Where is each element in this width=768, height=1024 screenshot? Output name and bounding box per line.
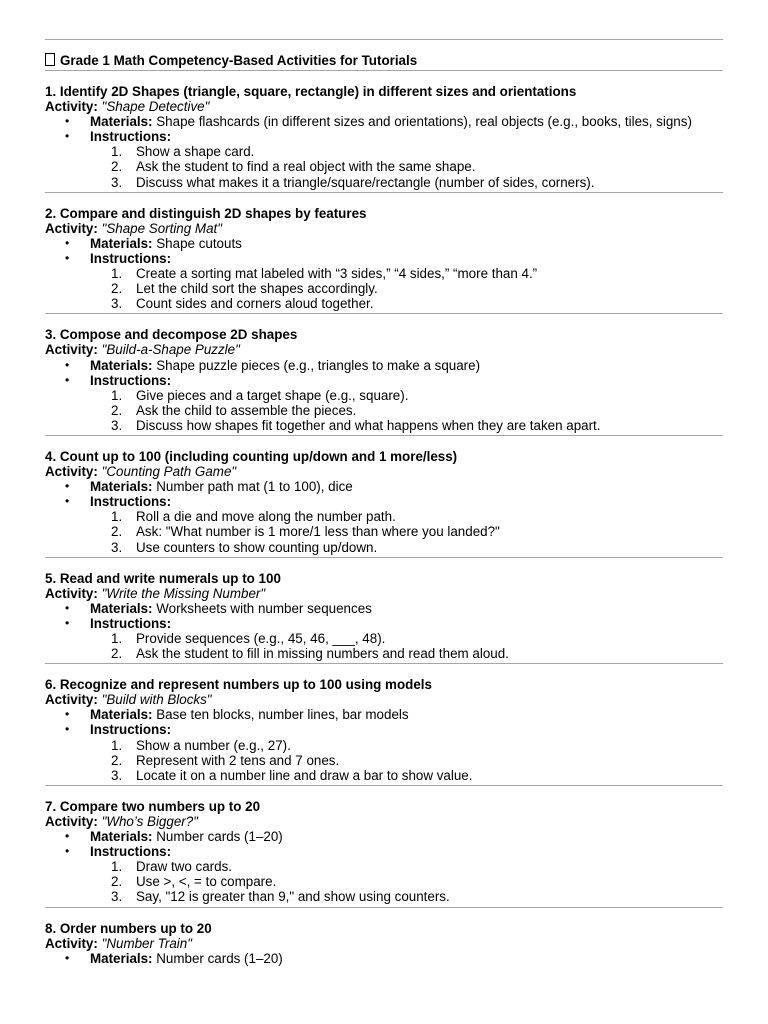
materials-text: Shape cutouts bbox=[156, 235, 242, 251]
document-page bbox=[45, 0, 723, 966]
instructions-label: Instructions: bbox=[90, 722, 172, 738]
step-number: 3. bbox=[111, 889, 123, 905]
step-text: Give pieces and a target shape (e.g., square). bbox=[136, 387, 409, 403]
step-number: 1. bbox=[111, 144, 123, 160]
materials-text: Shape flashcards (in different sizes and orientations), real objects (e.g., books, tiles, signs) bbox=[156, 114, 692, 130]
instruction-step bbox=[45, 403, 723, 418]
step-number: 3. bbox=[111, 767, 123, 783]
activity-section bbox=[45, 71, 723, 190]
step-text: Say, "12 is greater than 9," and show using counters. bbox=[136, 889, 450, 905]
instructions-label: Instructions: bbox=[90, 129, 172, 145]
step-text: Discuss how shapes fit together and what happens when they are taken apart. bbox=[136, 417, 601, 433]
materials-label: Materials: bbox=[90, 950, 153, 966]
step-number: 1. bbox=[111, 387, 123, 403]
materials-label: Materials: bbox=[90, 479, 153, 495]
instruction-steps bbox=[45, 266, 723, 311]
instructions-label: Instructions: bbox=[90, 844, 172, 860]
materials-item bbox=[45, 114, 723, 129]
activity-name: "Number Train" bbox=[101, 935, 192, 951]
instructions-label: Instructions: bbox=[90, 494, 172, 510]
activity-section bbox=[45, 558, 723, 662]
step-number: 3. bbox=[111, 539, 123, 555]
step-number: 3. bbox=[111, 174, 123, 190]
activity-section bbox=[45, 314, 723, 433]
section-heading: 2. Compare and distinguish 2D shapes by features bbox=[45, 205, 367, 221]
sections-container bbox=[45, 71, 723, 966]
instruction-step bbox=[45, 388, 723, 403]
materials-text: Shape puzzle pieces (e.g., triangles to make a square) bbox=[156, 357, 481, 373]
activity-label: Activity: bbox=[45, 692, 98, 708]
step-text: Ask: "What number is 1 more/1 less than where you landed?" bbox=[136, 524, 500, 540]
materials-text: Number path mat (1 to 100), dice bbox=[156, 479, 353, 495]
step-number: 1. bbox=[111, 509, 123, 525]
activity-section bbox=[45, 436, 723, 555]
instruction-step bbox=[45, 540, 723, 555]
activity-name: "Write the Missing Number" bbox=[101, 585, 266, 601]
instruction-steps bbox=[45, 509, 723, 554]
activity-name: "Build with Blocks" bbox=[101, 692, 212, 708]
instruction-step bbox=[45, 266, 723, 281]
materials-item bbox=[45, 951, 723, 966]
bullet-list bbox=[45, 236, 723, 266]
step-text: Represent with 2 tens and 7 ones. bbox=[136, 752, 340, 768]
instruction-steps bbox=[45, 388, 723, 433]
activity-label: Activity: bbox=[45, 935, 98, 951]
instruction-steps bbox=[45, 859, 723, 904]
activity-section bbox=[45, 664, 723, 783]
materials-label: Materials: bbox=[90, 235, 153, 251]
instructions-item bbox=[45, 722, 723, 737]
step-text: Show a shape card. bbox=[136, 144, 255, 160]
activity-name: "Shape Detective" bbox=[101, 99, 210, 115]
materials-text: Number cards (1–20) bbox=[156, 829, 283, 845]
instruction-step bbox=[45, 631, 723, 646]
activity-label: Activity: bbox=[45, 464, 98, 480]
step-text: Ask the child to assemble the pieces. bbox=[136, 402, 357, 418]
section-heading: 3. Compose and decompose 2D shapes bbox=[45, 327, 298, 343]
instruction-step bbox=[45, 418, 723, 433]
instructions-label: Instructions: bbox=[90, 372, 172, 388]
step-number: 2. bbox=[111, 874, 123, 890]
activity-section bbox=[45, 193, 723, 312]
step-number: 2. bbox=[111, 524, 123, 540]
instruction-steps bbox=[45, 631, 723, 661]
step-number: 1. bbox=[111, 859, 123, 875]
step-text: Show a number (e.g., 27). bbox=[136, 737, 291, 753]
section-heading: 4. Count up to 100 (including counting up/down and 1 more/less) bbox=[45, 448, 458, 464]
materials-label: Materials: bbox=[90, 114, 153, 130]
materials-text: Worksheets with number sequences bbox=[156, 600, 372, 616]
activity-label: Activity: bbox=[45, 220, 98, 236]
step-text: Use counters to show counting up/down. bbox=[136, 539, 378, 555]
materials-label: Materials: bbox=[90, 357, 153, 373]
materials-item bbox=[45, 236, 723, 251]
section-heading: 5. Read and write numerals up to 100 bbox=[45, 570, 281, 586]
activity-label: Activity: bbox=[45, 813, 98, 829]
activity-line bbox=[45, 99, 723, 114]
bullet-list bbox=[45, 951, 723, 966]
placeholder-glyph-icon bbox=[45, 53, 55, 66]
document-title-text: Grade 1 Math Competency-Based Activities for Tutorials bbox=[60, 53, 418, 68]
instructions-item bbox=[45, 494, 723, 509]
instructions-item bbox=[45, 129, 723, 144]
step-text: Provide sequences (e.g., 45, 46, ___, 48). bbox=[136, 631, 386, 646]
instructions-item bbox=[45, 616, 723, 631]
step-number: 1. bbox=[111, 631, 123, 646]
activity-line bbox=[45, 586, 723, 601]
activity-line bbox=[45, 692, 723, 707]
instruction-step bbox=[45, 738, 723, 753]
bullet-list bbox=[45, 707, 723, 737]
activity-line bbox=[45, 936, 723, 951]
activity-name: "Build-a-Shape Puzzle" bbox=[101, 342, 240, 358]
step-number: 2. bbox=[111, 159, 123, 175]
instructions-item bbox=[45, 251, 723, 266]
activity-line bbox=[45, 814, 723, 829]
step-number: 1. bbox=[111, 737, 123, 753]
instruction-step bbox=[45, 509, 723, 524]
step-text: Discuss what makes it a triangle/square/rectangle (number of sides, corners). bbox=[136, 174, 595, 190]
section-heading: 8. Order numbers up to 20 bbox=[45, 920, 212, 936]
instruction-step bbox=[45, 753, 723, 768]
step-text: Roll a die and move along the number path. bbox=[136, 509, 396, 525]
instructions-label: Instructions: bbox=[90, 615, 172, 631]
instruction-steps bbox=[45, 738, 723, 783]
materials-text: Base ten blocks, number lines, bar models bbox=[156, 707, 409, 723]
activity-label: Activity: bbox=[45, 342, 98, 358]
bullet-list bbox=[45, 479, 723, 509]
instruction-step bbox=[45, 768, 723, 783]
step-text: Locate it on a number line and draw a bar to show value. bbox=[136, 767, 473, 783]
materials-label: Materials: bbox=[90, 600, 153, 616]
step-number: 2. bbox=[111, 281, 123, 297]
materials-label: Materials: bbox=[90, 707, 153, 723]
materials-text: Number cards (1–20) bbox=[156, 950, 283, 966]
step-number: 2. bbox=[111, 646, 123, 662]
instruction-step bbox=[45, 296, 723, 311]
step-number: 2. bbox=[111, 752, 123, 768]
instruction-step bbox=[45, 159, 723, 174]
instructions-item bbox=[45, 844, 723, 859]
step-number: 3. bbox=[111, 296, 123, 312]
step-text: Draw two cards. bbox=[136, 859, 232, 875]
bullet-list bbox=[45, 601, 723, 631]
materials-item bbox=[45, 707, 723, 722]
activity-line bbox=[45, 221, 723, 236]
materials-item bbox=[45, 479, 723, 494]
activity-label: Activity: bbox=[45, 585, 98, 601]
activity-name: "Who’s Bigger?" bbox=[101, 813, 198, 829]
step-text: Ask the student to find a real object with the same shape. bbox=[136, 159, 476, 175]
instruction-step bbox=[45, 524, 723, 539]
step-text: Create a sorting mat labeled with “3 sides,” “4 sides,” “more than 4.” bbox=[136, 266, 538, 282]
step-number: 3. bbox=[111, 417, 123, 433]
section-heading: 6. Recognize and represent numbers up to 100 using models bbox=[45, 677, 432, 693]
activity-section bbox=[45, 786, 723, 905]
bullet-list bbox=[45, 829, 723, 859]
activity-section bbox=[45, 908, 723, 966]
section-heading: 7. Compare two numbers up to 20 bbox=[45, 798, 261, 814]
step-text: Ask the student to fill in missing numbers and read them aloud. bbox=[136, 646, 509, 662]
activity-name: "Shape Sorting Mat" bbox=[101, 220, 222, 236]
instruction-step bbox=[45, 281, 723, 296]
materials-label: Materials: bbox=[90, 829, 153, 845]
activity-label: Activity: bbox=[45, 99, 98, 115]
instruction-step bbox=[45, 646, 723, 661]
instruction-step bbox=[45, 874, 723, 889]
instructions-item bbox=[45, 373, 723, 388]
instructions-label: Instructions: bbox=[90, 250, 172, 266]
materials-item bbox=[45, 829, 723, 844]
document-title bbox=[45, 40, 723, 70]
step-text: Use >, <, = to compare. bbox=[136, 874, 277, 890]
activity-line bbox=[45, 464, 723, 479]
instruction-step bbox=[45, 144, 723, 159]
section-heading: 1. Identify 2D Shapes (triangle, square, rectangle) in different sizes and orientations bbox=[45, 84, 577, 99]
bullet-list bbox=[45, 114, 723, 144]
instruction-step bbox=[45, 175, 723, 190]
step-text: Count sides and corners aloud together. bbox=[136, 296, 374, 312]
step-number: 1. bbox=[111, 266, 123, 282]
instruction-step bbox=[45, 889, 723, 904]
activity-name: "Counting Path Game" bbox=[101, 464, 237, 480]
materials-item bbox=[45, 358, 723, 373]
step-text: Let the child sort the shapes accordingly. bbox=[136, 281, 378, 297]
materials-item bbox=[45, 601, 723, 616]
activity-line bbox=[45, 342, 723, 357]
instruction-steps bbox=[45, 144, 723, 189]
instruction-step bbox=[45, 859, 723, 874]
bullet-list bbox=[45, 358, 723, 388]
step-number: 2. bbox=[111, 402, 123, 418]
